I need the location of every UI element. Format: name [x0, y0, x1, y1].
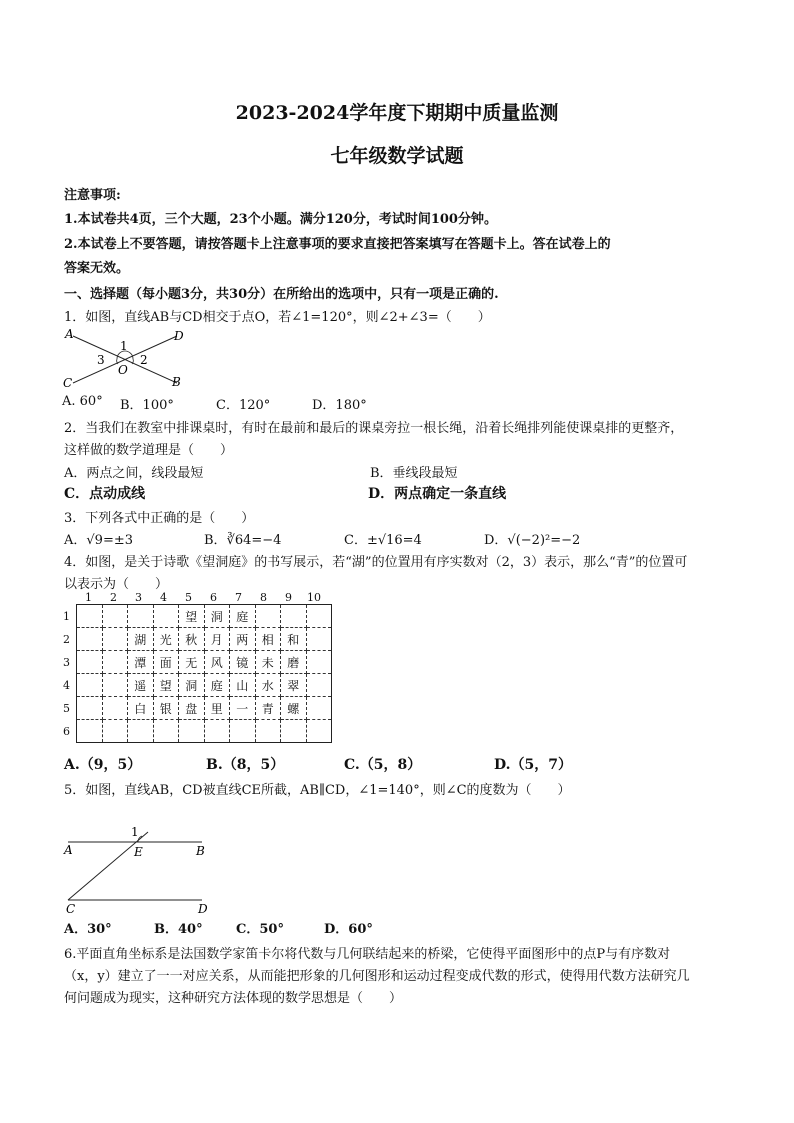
notes-line-1: 1.本试卷共4页，三个大题，23个小题。满分120分，考试时间100分钟。	[64, 212, 497, 227]
q4-row-6: 6	[63, 725, 70, 738]
grid-cell: 庭	[230, 605, 256, 628]
grid-cell	[77, 720, 103, 743]
q1-label-c: C	[63, 376, 73, 390]
q5-label-b: B	[196, 844, 205, 858]
grid-cell: 山	[230, 674, 256, 697]
notes-line-2b: 答案无效。	[64, 261, 130, 276]
grid-cell: 盘	[179, 697, 205, 720]
q2-stem-2: 这样做的数学道理是（ ）	[64, 443, 234, 458]
grid-cell	[306, 651, 332, 674]
grid-cell	[306, 605, 332, 628]
grid-cell	[306, 674, 332, 697]
grid-cell	[306, 720, 332, 743]
q2-option-a: A．两点之间，线段最短	[64, 466, 204, 481]
grid-row	[77, 674, 332, 697]
q5-option-d: D．60°	[324, 922, 373, 937]
q4-stem-2: 以表示为（ ）	[64, 577, 169, 592]
grid-cell	[77, 605, 103, 628]
q1-option-c: C．120°	[216, 398, 271, 413]
grid-cell: 庭	[204, 674, 230, 697]
grid-cell: 洞	[204, 605, 230, 628]
grid-cell	[77, 674, 103, 697]
grid-cell	[102, 628, 128, 651]
notes-heading: 注意事项:	[64, 188, 121, 203]
q3-option-b: B．∛64=−4	[204, 533, 282, 548]
q2-option-b: B．垂线段最短	[370, 466, 458, 481]
grid-cell	[281, 605, 307, 628]
section-heading: 一、选择题（每小题3分，共30分）在所给出的选项中，只有一项是正确的.	[64, 287, 499, 302]
q4-col-4: 4	[160, 591, 167, 604]
q3-option-d: D．√(−2)²=−2	[484, 533, 581, 548]
q5-label-e: E	[134, 845, 143, 859]
grid-cell: 镜	[230, 651, 256, 674]
q4-option-b: B.（8，5）	[206, 757, 285, 773]
q4-col-9: 9	[285, 591, 292, 604]
grid-cell	[102, 720, 128, 743]
grid-row	[77, 651, 332, 674]
q6-line-2: （x，y）建立了一一对应关系，从而能把形象的几何图形和运动过程变成代数的形式，使得用代数方法研究几	[64, 969, 690, 984]
q6-line-1: 6.平面直角坐标系是法国数学家笛卡尔将代数与几何联结起来的桥梁，它使得平面图形中的点P与有序数对	[64, 947, 671, 962]
q4-col-10: 10	[307, 591, 321, 604]
q5-option-b: B．40°	[154, 922, 203, 937]
grid-cell: 螺	[281, 697, 307, 720]
q4-option-a: A.（9，5）	[64, 757, 142, 773]
q4-row-3: 3	[63, 656, 70, 669]
q4-col-5: 5	[185, 591, 192, 604]
q1-option-b: B．100°	[120, 398, 174, 413]
q1-label-b: B	[172, 375, 181, 389]
grid-row	[77, 720, 332, 743]
grid-cell	[128, 605, 154, 628]
q5-label-c: C	[66, 902, 76, 916]
grid-row	[77, 605, 332, 628]
grid-cell	[77, 651, 103, 674]
q5-option-c: C．50°	[236, 922, 284, 937]
q3-option-a: A．√9=±3	[64, 533, 133, 548]
q3-option-c: C．±√16=4	[344, 533, 422, 548]
q2-option-c: C．点动成线	[64, 486, 146, 502]
q4-col-8: 8	[260, 591, 267, 604]
page-title: 2023-2024学年度下期期中质量监测	[235, 102, 559, 124]
grid-cell: 磨	[281, 651, 307, 674]
q5-label-a: A	[64, 843, 73, 857]
grid-cell: 洞	[179, 674, 205, 697]
grid-cell	[204, 720, 230, 743]
q4-col-2: 2	[110, 591, 117, 604]
grid-cell	[255, 605, 281, 628]
q4-col-3: 3	[135, 591, 142, 604]
q1-figure	[60, 326, 200, 394]
grid-cell	[77, 628, 103, 651]
grid-cell	[153, 720, 179, 743]
grid-row	[77, 697, 332, 720]
grid-cell: 白	[128, 697, 154, 720]
grid-cell: 潭	[128, 651, 154, 674]
q4-row-5: 5	[63, 702, 70, 715]
q4-option-d: D.（5，7）	[494, 757, 572, 773]
q6-line-3: 何问题成为现实，这种研究方法体现的数学思想是（ ）	[64, 991, 403, 1006]
grid-cell	[102, 697, 128, 720]
q5-stem: 5．如图，直线AB，CD被直线CE所截，AB∥CD，∠1=140°，则∠C的度数为（ ）	[64, 783, 571, 798]
grid-cell: 月	[204, 628, 230, 651]
q1-angle-1: 1	[120, 339, 128, 353]
notes-line-2a: 2.本试卷上不要答题，请按答题卡上注意事项的要求直接把答案填写在答题卡上。答在试卷上的	[64, 237, 611, 252]
grid-cell: 面	[153, 651, 179, 674]
grid-cell: 翠	[281, 674, 307, 697]
grid-cell	[153, 605, 179, 628]
grid-cell: 秋	[179, 628, 205, 651]
grid-cell	[255, 720, 281, 743]
grid-cell: 光	[153, 628, 179, 651]
grid-cell: 望	[153, 674, 179, 697]
q4-stem-1: 4．如图，是关于诗歌《望洞庭》的书写展示，若“湖”的位置用有序实数对（2，3）表示，那么“青”的位置可	[64, 555, 688, 570]
grid-cell	[77, 697, 103, 720]
grid-cell: 水	[255, 674, 281, 697]
q1-angle-2: 2	[140, 353, 148, 367]
grid-cell: 遥	[128, 674, 154, 697]
grid-cell	[102, 605, 128, 628]
q2-stem-1: 2．当我们在教室中排课桌时，有时在最前和最后的课桌旁拉一根长绳，沿着长绳排列能使课桌排的更整齐，	[64, 421, 684, 436]
grid-cell: 里	[204, 697, 230, 720]
grid-cell	[281, 720, 307, 743]
grid-cell	[128, 720, 154, 743]
grid-cell: 未	[255, 651, 281, 674]
q1-label-o: O	[118, 363, 128, 377]
q5-option-a: A．30°	[64, 922, 112, 937]
grid-cell: 银	[153, 697, 179, 720]
q5-label-d: D	[198, 902, 208, 916]
q1-option-d: D．180°	[312, 398, 367, 413]
q1-stem: 1．如图，直线AB与CD相交于点O，若∠1=120°，则∠2+∠3=（ ）	[64, 310, 491, 325]
q1-label-a: A	[65, 327, 74, 341]
q4-col-1: 1	[85, 591, 92, 604]
grid-cell: 青	[255, 697, 281, 720]
grid-cell: 风	[204, 651, 230, 674]
q5-figure	[60, 822, 220, 918]
grid-cell: 湖	[128, 628, 154, 651]
q1-option-a: A. 60°	[62, 394, 103, 409]
grid-row	[77, 628, 332, 651]
q4-row-2: 2	[63, 633, 70, 646]
grid-cell	[102, 651, 128, 674]
q5-angle-1: 1	[131, 825, 139, 839]
grid-cell	[306, 628, 332, 651]
grid-cell	[179, 720, 205, 743]
q4-row-4: 4	[63, 679, 70, 692]
page-subtitle: 七年级数学试题	[330, 145, 464, 167]
q3-stem: 3．下列各式中正确的是（ ）	[64, 511, 255, 526]
grid-cell: 无	[179, 651, 205, 674]
q2-option-d: D．两点确定一条直线	[368, 486, 507, 502]
grid-cell	[102, 674, 128, 697]
q1-angle-3: 3	[97, 353, 105, 367]
grid-cell: 和	[281, 628, 307, 651]
grid-cell: 望	[179, 605, 205, 628]
grid-cell	[230, 720, 256, 743]
q4-col-6: 6	[210, 591, 217, 604]
q4-col-7: 7	[235, 591, 242, 604]
q4-row-1: 1	[63, 610, 70, 623]
grid-cell: 相	[255, 628, 281, 651]
grid-cell	[306, 697, 332, 720]
q4-option-c: C.（5，8）	[344, 757, 422, 773]
grid-cell: 一	[230, 697, 256, 720]
q4-poem-grid	[76, 604, 332, 743]
q1-label-d: D	[174, 329, 184, 343]
grid-cell: 两	[230, 628, 256, 651]
